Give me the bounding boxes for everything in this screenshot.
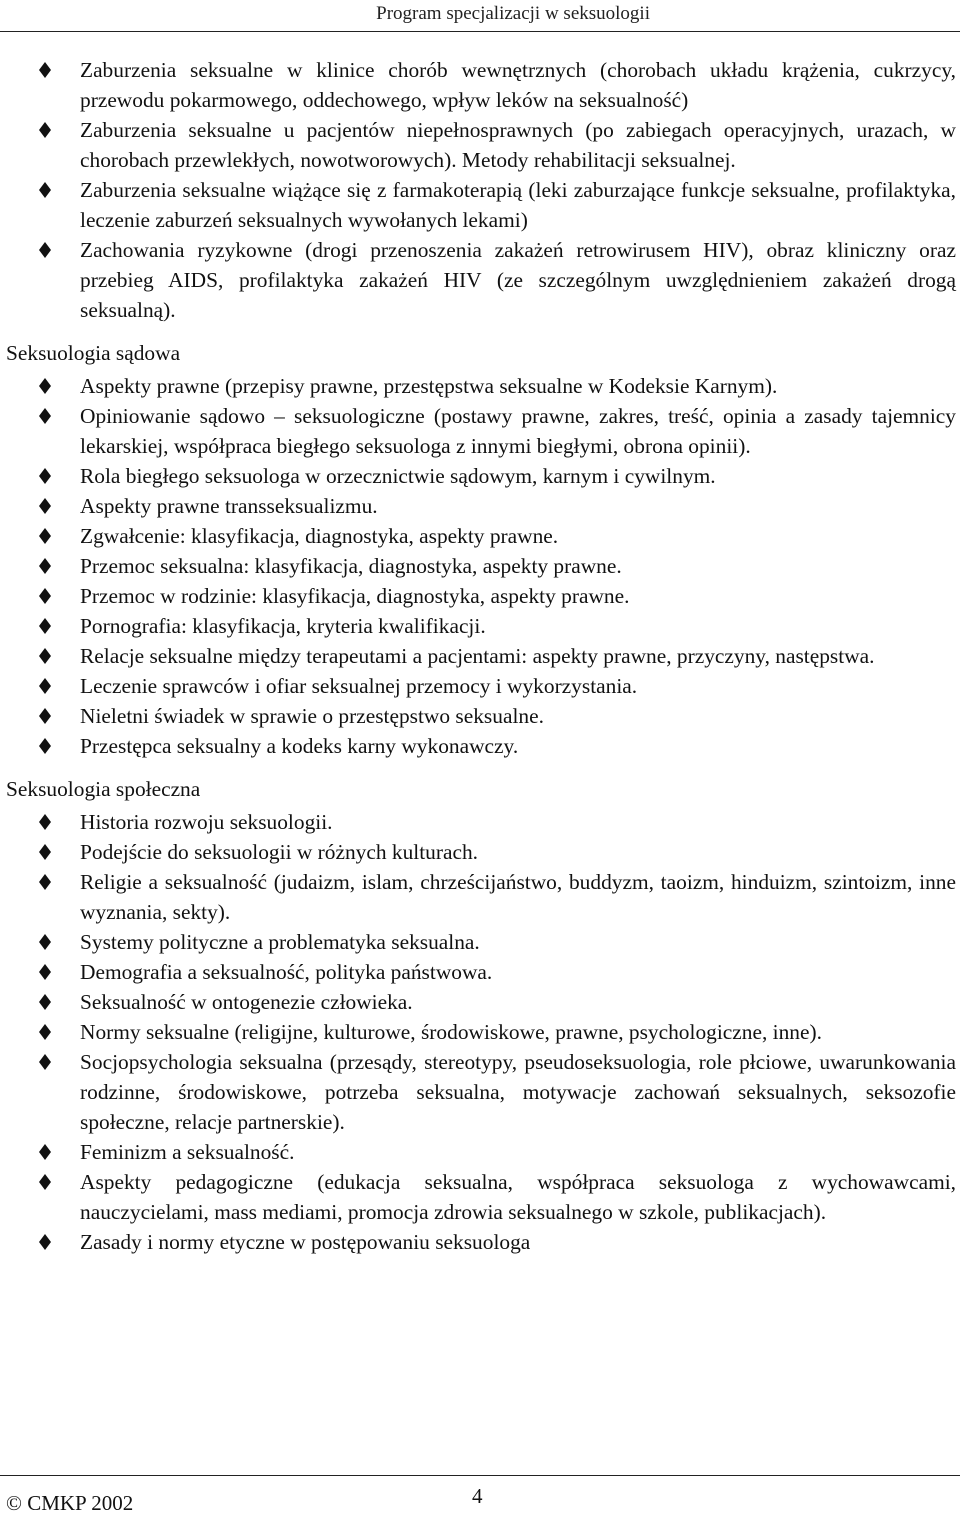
- list-item-text: Historia rozwoju seksuologii.: [80, 810, 333, 834]
- list-item: [6, 611, 956, 641]
- list-item-text: Opiniowanie sądowo – seksuologiczne (postawy prawne, zakres, treść, opinia a zasady tajemnicy lekarskiej, współpraca biegłego seksuologa z innymi biegłymi, obrona opinii).: [80, 404, 956, 458]
- list-item: [6, 175, 956, 235]
- diamond-bullet-icon: [38, 588, 52, 604]
- diamond-bullet-icon: [38, 122, 52, 138]
- diamond-bullet-icon: [38, 814, 52, 830]
- diamond-bullet-icon: [38, 182, 52, 198]
- page-footer: [0, 1475, 960, 1515]
- list-item: [6, 957, 956, 987]
- list-item: [6, 671, 956, 701]
- list-item-text: Podejście do seksuologii w różnych kulturach.: [80, 840, 479, 864]
- list-item: [6, 837, 956, 867]
- header-title: Program specjalizacji w seksuologii: [376, 3, 650, 24]
- diamond-bullet-icon: [38, 964, 52, 980]
- list-item: [6, 731, 956, 761]
- diamond-bullet-icon: [38, 648, 52, 664]
- diamond-bullet-icon: [38, 1174, 52, 1190]
- list-item-text: Przemoc w rodzinie: klasyfikacja, diagnostyka, aspekty prawne.: [80, 584, 630, 608]
- list-item: [6, 401, 956, 461]
- list-item: [6, 867, 956, 927]
- diamond-bullet-icon: [38, 378, 52, 394]
- diamond-bullet-icon: [38, 1234, 52, 1250]
- list-item-text: Nieletni świadek w sprawie o przestępstwo seksualne.: [80, 704, 544, 728]
- list-item: [6, 581, 956, 611]
- page-number: 4: [472, 1484, 483, 1508]
- diamond-bullet-icon: [38, 934, 52, 950]
- list-item: [6, 641, 956, 671]
- list-item: [6, 987, 956, 1017]
- list-item: [6, 701, 956, 731]
- list-item: [6, 1227, 956, 1257]
- list-item: [6, 1167, 956, 1227]
- diamond-bullet-icon: [38, 708, 52, 724]
- section-heading: Seksuologia sądowa: [6, 341, 181, 365]
- list-item-text: Przemoc seksualna: klasyfikacja, diagnostyka, aspekty prawne.: [80, 554, 622, 578]
- diamond-bullet-icon: [38, 468, 52, 484]
- diamond-bullet-icon: [38, 994, 52, 1010]
- diamond-bullet-icon: [38, 1144, 52, 1160]
- diamond-bullet-icon: [38, 844, 52, 860]
- list-item-text: Zaburzenia seksualne w klinice chorób wewnętrznych (chorobach układu krążenia, cukrzycy, przewodu pokarmowego, oddechowego, wpływ leków na seksualność): [80, 58, 956, 112]
- page-header: [0, 0, 960, 32]
- list-item-text: Zaburzenia seksualne u pacjentów niepełnosprawnych (po zabiegach operacyjnych, urazach, w chorobach przewlekłych, nowotworowych). Metody rehabilitacji seksualnej.: [80, 118, 956, 172]
- list-item-text: Feminizm a seksualność.: [80, 1140, 295, 1164]
- diamond-bullet-icon: [38, 498, 52, 514]
- diamond-bullet-icon: [38, 1054, 52, 1070]
- list-item: [6, 807, 956, 837]
- diamond-bullet-icon: [38, 242, 52, 258]
- list-item: [6, 1137, 956, 1167]
- diamond-bullet-icon: [38, 874, 52, 890]
- diamond-bullet-icon: [38, 1024, 52, 1040]
- section-heading: Seksuologia społeczna: [6, 777, 201, 801]
- diamond-bullet-icon: [38, 558, 52, 574]
- list-item: [6, 55, 956, 115]
- list-item-text: Zachowania ryzykowne (drogi przenoszenia zakażeń retrowirusem HIV), obraz kliniczny oraz przebieg AIDS, profilaktyka zakażeń HIV (ze szczególnym uwzględnieniem zakażeń drogą seksualną).: [80, 238, 956, 322]
- list-item: [6, 551, 956, 581]
- list-item: [6, 461, 956, 491]
- diamond-bullet-icon: [38, 408, 52, 424]
- list-item-text: Demografia a seksualność, polityka państwowa.: [80, 960, 493, 984]
- diamond-bullet-icon: [38, 618, 52, 634]
- diamond-bullet-icon: [38, 738, 52, 754]
- list-item-text: Przestępca seksualny a kodeks karny wykonawczy.: [80, 734, 519, 758]
- list-item-text: Aspekty pedagogiczne (edukacja seksualna, współpraca seksuologa z wychowawcami, nauczycielami, mass mediami, promocja zdrowia seksualnego w szkole, publikacjach).: [80, 1170, 956, 1224]
- list-item-text: Systemy polityczne a problematyka seksualna.: [80, 930, 480, 954]
- footer-copyright: © CMKP 2002: [6, 1491, 134, 1515]
- list-item: [6, 521, 956, 551]
- list-item-text: Seksualność w ontogenezie człowieka.: [80, 990, 413, 1014]
- list-item: [6, 1017, 956, 1047]
- list-item-text: Pornografia: klasyfikacja, kryteria kwalifikacji.: [80, 614, 486, 638]
- list-item-text: Socjopsychologia seksualna (przesądy, stereotypy, pseudoseksuologia, role płciowe, uwarunkowania rodzinne, środowiskowe, potrzeba seksualna, motywacje zachowań seksualnych, seksozofie społeczne, relacje partnerskie).: [80, 1050, 956, 1134]
- list-item-text: Zasady i normy etyczne w postępowaniu seksuologa: [80, 1230, 531, 1254]
- page-content: [6, 55, 956, 1257]
- diamond-bullet-icon: [38, 528, 52, 544]
- list-item: [6, 371, 956, 401]
- list-item-text: Aspekty prawne (przepisy prawne, przestępstwa seksualne w Kodeksie Karnym).: [80, 374, 778, 398]
- diamond-bullet-icon: [38, 62, 52, 78]
- list-item-text: Relacje seksualne między terapeutami a pacjentami: aspekty prawne, przyczyny, następstwa.: [80, 644, 875, 668]
- diamond-bullet-icon: [38, 678, 52, 694]
- list-item: [6, 1047, 956, 1137]
- list-item-text: Aspekty prawne transseksualizmu.: [80, 494, 378, 518]
- list-item-text: Religie a seksualność (judaizm, islam, chrześcijaństwo, buddyzm, taoizm, hinduizm, szintoizm, inne wyznania, sekty).: [80, 870, 956, 924]
- list-item: [6, 491, 956, 521]
- list-item-text: Normy seksualne (religijne, kulturowe, środowiskowe, prawne, psychologiczne, inne).: [80, 1020, 822, 1044]
- list-item: [6, 927, 956, 957]
- list-item-text: Leczenie sprawców i ofiar seksualnej przemocy i wykorzystania.: [80, 674, 638, 698]
- list-item: [6, 235, 956, 325]
- list-item-text: Zgwałcenie: klasyfikacja, diagnostyka, aspekty prawne.: [80, 524, 559, 548]
- list-item: [6, 115, 956, 175]
- list-item-text: Zaburzenia seksualne wiążące się z farmakoterapią (leki zaburzające funkcje seksualne, profilaktyka, leczenie zaburzeń seksualnych wywołanych lekami): [80, 178, 956, 232]
- list-item-text: Rola biegłego seksuologa w orzecznictwie sądowym, karnym i cywilnym.: [80, 464, 716, 488]
